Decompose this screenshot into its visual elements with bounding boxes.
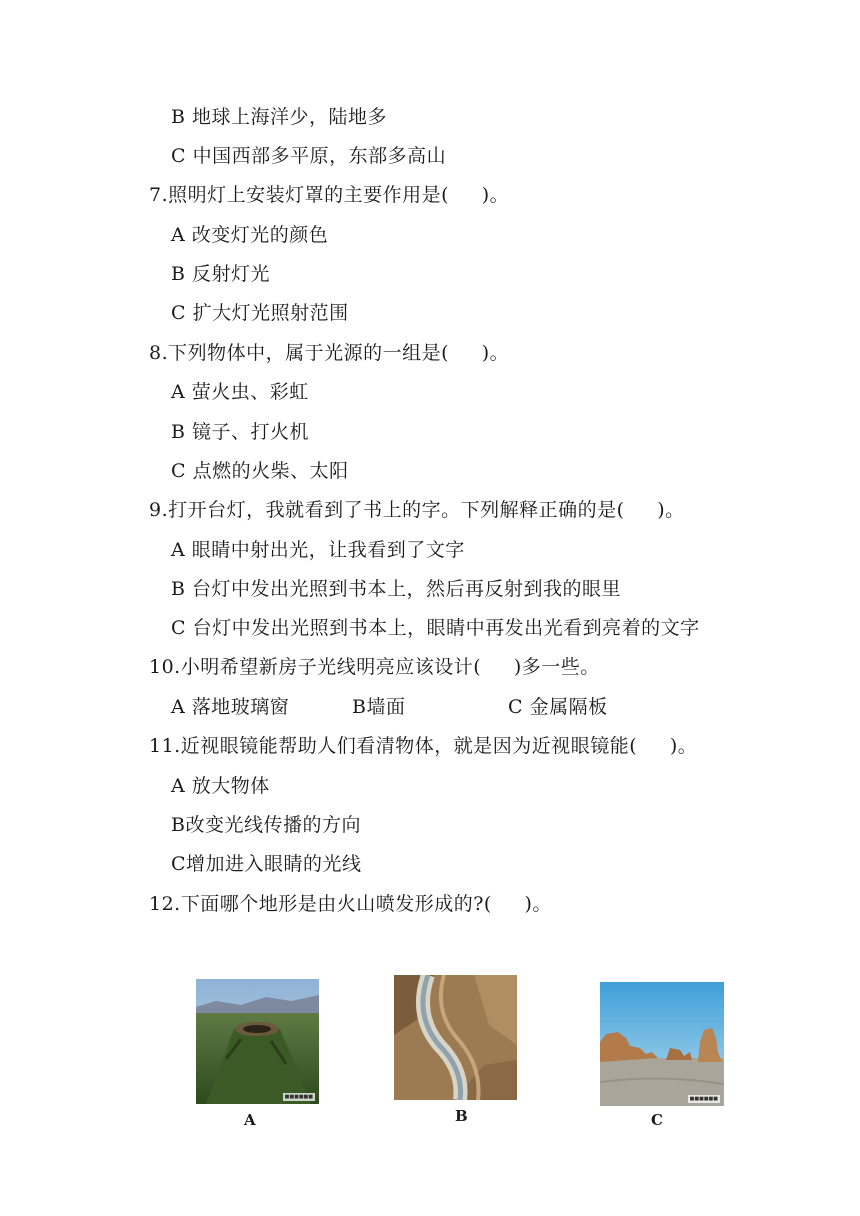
q6-option-c: C 中国西部多平原，东部多高山: [171, 145, 447, 167]
image-label-b: B: [455, 1107, 468, 1125]
q11-option-b: B改变光线传播的方向: [171, 814, 361, 836]
volcano-photo: [196, 979, 319, 1104]
q11-option-a: A 放大物体: [171, 775, 270, 797]
q8-option-a: A 萤火虫、彩虹: [171, 381, 309, 403]
q7-option-b: B 反射灯光: [171, 263, 271, 285]
desert-rock-formation-photo: [600, 982, 724, 1106]
desert-photo-watermark: ■■■■■■: [689, 1096, 718, 1102]
q11-stem: 11.近视眼镜能帮助人们看清物体，就是因为近视眼镜能( )。: [149, 735, 698, 757]
q10-stem: 10.小明希望新房子光线明亮应该设计( )多一些。: [149, 656, 600, 678]
volcano-photo-watermark: ■■■■■■: [284, 1094, 313, 1100]
image-label-c: C: [651, 1111, 663, 1129]
q10-option-b: B墙面: [352, 696, 406, 718]
q8-option-c: C 点燃的火柴、太阳: [171, 460, 349, 482]
q7-stem: 7.照明灯上安装灯罩的主要作用是( )。: [149, 184, 510, 206]
q8-stem: 8.下列物体中，属于光源的一组是( )。: [149, 342, 510, 364]
q9-option-c: C 台灯中发出光照到书本上，眼睛中再发出光看到亮着的文字: [171, 617, 700, 639]
image-label-a: A: [244, 1111, 256, 1129]
q9-option-a: A 眼睛中射出光，让我看到了文字: [171, 539, 465, 561]
q7-option-c: C 扩大灯光照射范围: [171, 302, 349, 324]
q11-option-c: C增加进入眼睛的光线: [171, 853, 362, 875]
q8-option-b: B 镜子、打火机: [171, 421, 310, 443]
q7-option-a: A 改变灯光的颜色: [171, 224, 329, 246]
q10-option-a: A 落地玻璃窗: [171, 696, 290, 718]
q9-option-b: B 台灯中发出光照到书本上，然后再反射到我的眼里: [171, 578, 622, 600]
q10-option-c: C 金属隔板: [508, 696, 608, 718]
q12-stem: 12.下面哪个地形是由火山喷发形成的?( )。: [149, 893, 552, 915]
canyon-river-photo: [394, 975, 517, 1100]
q9-stem: 9.打开台灯，我就看到了书上的字。下列解释正确的是( )。: [149, 499, 685, 521]
q6-option-b: B 地球上海洋少，陆地多: [171, 106, 388, 128]
